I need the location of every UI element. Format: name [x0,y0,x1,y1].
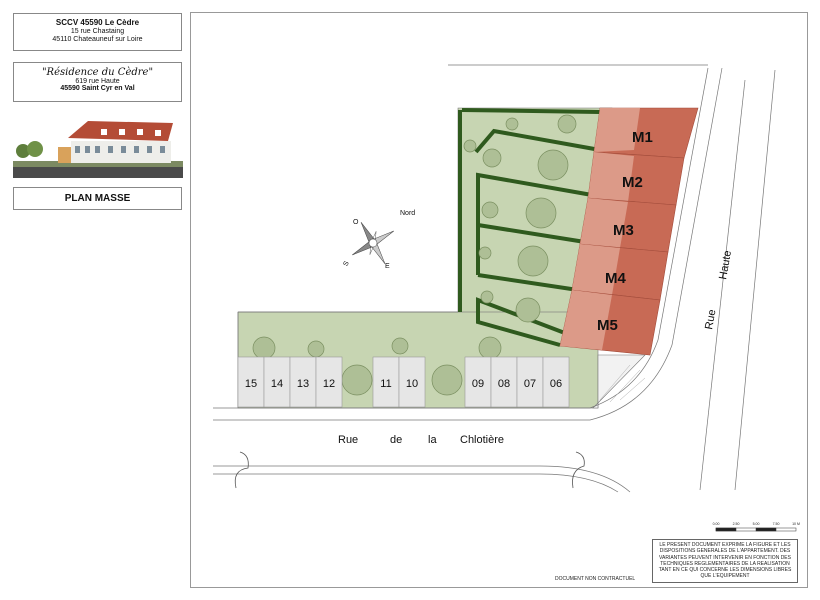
house-label-m4: M4 [605,270,626,287]
house-label-m2: M2 [622,174,643,191]
scale-label: 2.50 [732,522,740,526]
road-word: Rue [338,434,359,446]
non-contractual-note: DOCUMENT NON CONTRACTUEL [555,576,636,582]
house-label-m5: M5 [597,317,618,334]
courtyard-area [593,355,645,408]
developer-street: 15 rue Chastaing [70,28,125,35]
residence-address: 619 rue Haute [75,78,120,85]
compass-south-label: S [342,260,351,268]
parking-number: 11 [380,378,392,390]
road-word: Chlotière [460,434,505,446]
scale-label: 10 M [792,522,800,526]
developer-city: 45110 Chateauneuf sur Loire [52,36,143,43]
road-word: Haute [717,249,735,281]
scale-bar [716,528,796,531]
parking-number: 13 [296,378,310,390]
compass-north-label: Nord [400,210,416,217]
compass-rose-icon [340,210,406,276]
road-word: de [390,434,403,446]
residence-name: "Résidence du Cèdre" [41,67,154,78]
parking-number: 15 [244,378,258,390]
parking-number: 14 [270,378,284,390]
developer-name: SCCV 45590 Le Cèdre [55,18,140,27]
plan-label: PLAN MASSE [13,187,182,210]
compass-west-label: O [353,219,359,226]
parking-number: 10 [405,378,419,390]
access-curve-left [235,452,248,488]
house-label-m3: M3 [613,222,634,239]
parking-number: 08 [497,378,511,390]
scale-label: 0.00 [712,522,720,526]
compass-east-label: E [385,263,390,270]
parking-number: 06 [549,378,563,390]
road-word: la [428,434,437,446]
scale-label: 5.00 [752,522,760,526]
road-word: Rue [703,308,719,331]
residence-city: 45590 Saint Cyr en Val [60,85,135,92]
parking-number: 07 [523,378,537,390]
scale-bar-labels [713,522,800,526]
parking-number: 12 [322,378,336,390]
parking-spaces [238,357,569,407]
parking-number: 09 [471,378,485,390]
house-label-m1: M1 [632,129,653,146]
scale-label: 7.50 [772,522,780,526]
legal-notice: LE PRESENT DOCUMENT EXPRIME LA FIGURE ET LES DISPOSITIONS GENERALES DE L'APPARTEMENT. DES VARIANTES PEUVENT INTERVENIR EN FONCTION DES TECHNIQUES REGLEMENTAIRES DE LA REALISATION TANT EN CE QUI CONCERNE LES DIMENSIONS LIBRES QUE L'EQUIPEMENT [652,539,798,583]
road-name-bottom [338,434,504,446]
